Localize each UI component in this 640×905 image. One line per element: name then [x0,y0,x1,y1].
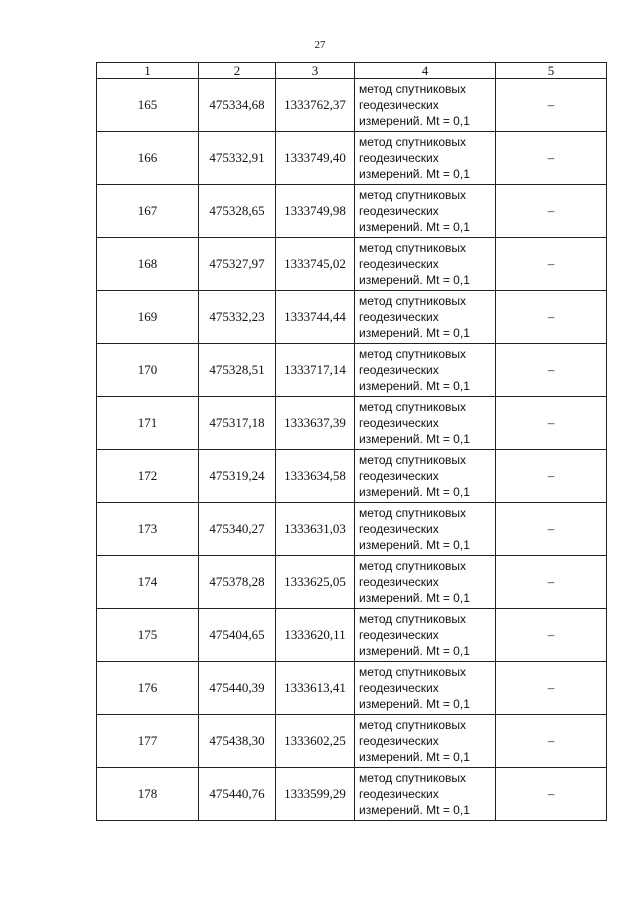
method-line: измерений. Mt = 0,1 [359,273,470,287]
point-number-cell: 167 [97,185,199,238]
table-row [97,715,607,768]
y-coordinate-cell: 1333745,02 [276,238,355,291]
note-cell: – [496,344,607,397]
x-coordinate-cell: 475327,97 [199,238,276,291]
method-cell [355,291,496,344]
table-row [97,503,607,556]
coordinates-table [96,62,607,821]
method-line: геодезических [359,363,439,377]
method-line: метод спутниковых [359,559,467,573]
method-cell [355,397,496,450]
y-coordinate-cell: 1333620,11 [276,609,355,662]
method-cell [355,503,496,556]
note-cell: – [496,132,607,185]
method-line: измерений. Mt = 0,1 [359,326,470,340]
method-cell [355,132,496,185]
method-line: измерений. Mt = 0,1 [359,485,470,499]
method-line: метод спутниковых [359,665,467,679]
method-cell [355,344,496,397]
method-line: метод спутниковых [359,771,467,785]
note-cell: – [496,291,607,344]
y-coordinate-cell: 1333602,25 [276,715,355,768]
y-coordinate-cell: 1333613,41 [276,662,355,715]
point-number-cell: 165 [97,79,199,132]
note-cell: – [496,185,607,238]
x-coordinate-cell: 475340,27 [199,503,276,556]
method-line: метод спутниковых [359,294,467,308]
y-coordinate-cell: 1333631,03 [276,503,355,556]
point-number-cell: 175 [97,609,199,662]
method-line: геодезических [359,257,439,271]
note-cell: – [496,715,607,768]
method-line: измерений. Mt = 0,1 [359,432,470,446]
point-number-cell: 171 [97,397,199,450]
method-line: метод спутниковых [359,347,467,361]
y-coordinate-cell: 1333625,05 [276,556,355,609]
x-coordinate-cell: 475438,30 [199,715,276,768]
note-cell: – [496,662,607,715]
method-line: геодезических [359,681,439,695]
method-cell [355,662,496,715]
column-header-1: 1 [97,63,199,79]
table-header-row [97,63,607,79]
note-cell: – [496,450,607,503]
y-coordinate-cell: 1333762,37 [276,79,355,132]
note-cell: – [496,503,607,556]
y-coordinate-cell: 1333749,40 [276,132,355,185]
table-row [97,556,607,609]
method-line: геодезических [359,787,439,801]
method-line: измерений. Mt = 0,1 [359,538,470,552]
method-line: метод спутниковых [359,612,467,626]
table-row [97,132,607,185]
method-line: измерений. Mt = 0,1 [359,697,470,711]
column-header-3: 3 [276,63,355,79]
method-cell [355,450,496,503]
note-cell: – [496,609,607,662]
method-line: измерений. Mt = 0,1 [359,167,470,181]
point-number-cell: 170 [97,344,199,397]
note-cell: – [496,238,607,291]
method-line: метод спутниковых [359,241,467,255]
note-cell: – [496,768,607,821]
method-line: геодезических [359,204,439,218]
x-coordinate-cell: 475378,28 [199,556,276,609]
table-row [97,291,607,344]
method-line: метод спутниковых [359,188,467,202]
table-body [97,79,607,821]
point-number-cell: 166 [97,132,199,185]
method-line: измерений. Mt = 0,1 [359,644,470,658]
x-coordinate-cell: 475404,65 [199,609,276,662]
x-coordinate-cell: 475332,23 [199,291,276,344]
table-row [97,238,607,291]
point-number-cell: 176 [97,662,199,715]
method-line: измерений. Mt = 0,1 [359,750,470,764]
method-line: метод спутниковых [359,718,467,732]
y-coordinate-cell: 1333744,44 [276,291,355,344]
table-row [97,397,607,450]
method-line: измерений. Mt = 0,1 [359,591,470,605]
note-cell: – [496,79,607,132]
table-row [97,79,607,132]
x-coordinate-cell: 475328,51 [199,344,276,397]
method-line: измерений. Mt = 0,1 [359,220,470,234]
note-cell: – [496,556,607,609]
table-row [97,344,607,397]
y-coordinate-cell: 1333599,29 [276,768,355,821]
point-number-cell: 173 [97,503,199,556]
method-cell [355,556,496,609]
x-coordinate-cell: 475319,24 [199,450,276,503]
method-cell [355,768,496,821]
x-coordinate-cell: 475317,18 [199,397,276,450]
table-row [97,768,607,821]
point-number-cell: 172 [97,450,199,503]
x-coordinate-cell: 475440,39 [199,662,276,715]
method-line: метод спутниковых [359,453,467,467]
note-cell: – [496,397,607,450]
method-line: геодезических [359,734,439,748]
y-coordinate-cell: 1333749,98 [276,185,355,238]
point-number-cell: 169 [97,291,199,344]
x-coordinate-cell: 475332,91 [199,132,276,185]
column-header-2: 2 [199,63,276,79]
method-cell [355,609,496,662]
method-cell [355,79,496,132]
method-line: геодезических [359,98,439,112]
method-cell [355,185,496,238]
method-line: измерений. Mt = 0,1 [359,379,470,393]
point-number-cell: 168 [97,238,199,291]
method-line: геодезических [359,575,439,589]
column-header-5: 5 [496,63,607,79]
method-line: измерений. Mt = 0,1 [359,114,470,128]
method-line: геодезических [359,151,439,165]
method-line: метод спутниковых [359,506,467,520]
table-row [97,662,607,715]
x-coordinate-cell: 475328,65 [199,185,276,238]
method-cell [355,715,496,768]
method-line: геодезических [359,469,439,483]
table-row [97,185,607,238]
method-cell [355,238,496,291]
x-coordinate-cell: 475440,76 [199,768,276,821]
point-number-cell: 178 [97,768,199,821]
column-header-4: 4 [355,63,496,79]
table-row [97,609,607,662]
method-line: метод спутниковых [359,135,467,149]
method-line: геодезических [359,416,439,430]
y-coordinate-cell: 1333717,14 [276,344,355,397]
x-coordinate-cell: 475334,68 [199,79,276,132]
method-line: геодезических [359,522,439,536]
method-line: геодезических [359,628,439,642]
method-line: измерений. Mt = 0,1 [359,803,470,817]
point-number-cell: 174 [97,556,199,609]
method-line: геодезических [359,310,439,324]
y-coordinate-cell: 1333634,58 [276,450,355,503]
y-coordinate-cell: 1333637,39 [276,397,355,450]
table-row [97,450,607,503]
method-line: метод спутниковых [359,82,467,96]
point-number-cell: 177 [97,715,199,768]
method-line: метод спутниковых [359,400,467,414]
page-number: 27 [314,39,326,51]
